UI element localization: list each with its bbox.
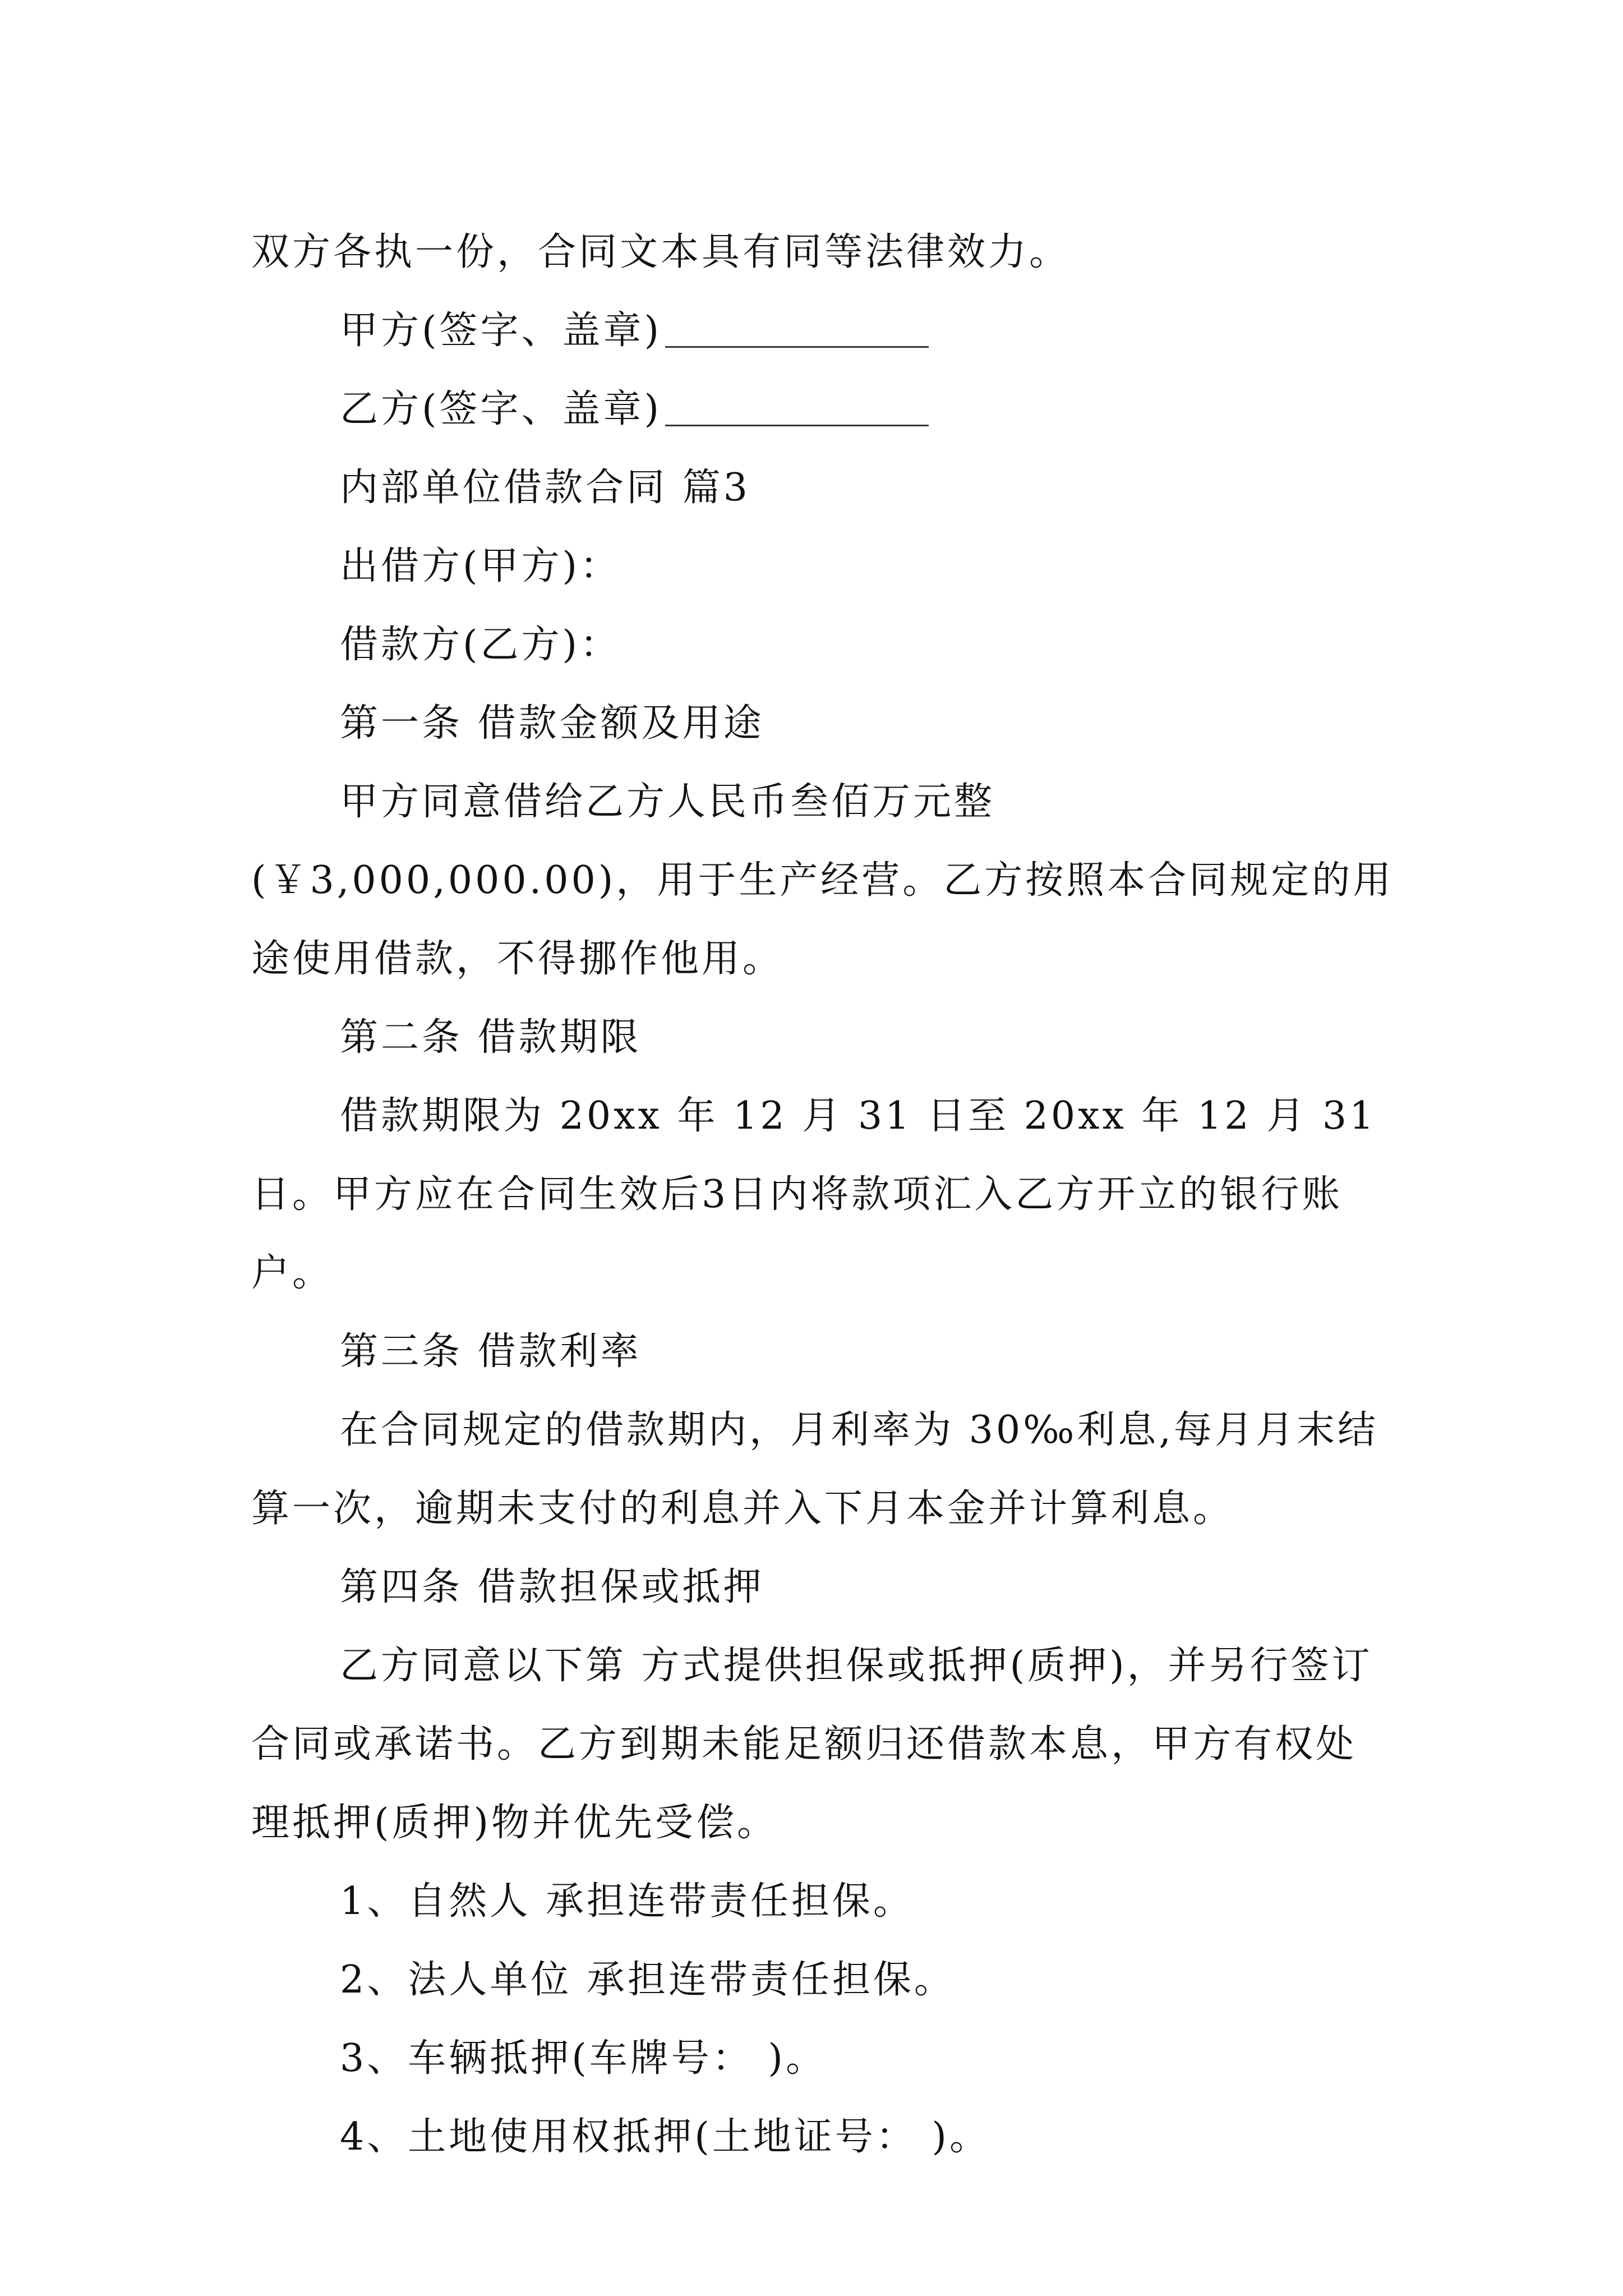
guarantee-option-4: 4、土地使用权抵押(土地证号： )。	[340, 2115, 990, 2159]
party-a-signature-line	[251, 292, 1395, 370]
article-2-heading: 第二条 借款期限	[340, 1015, 642, 1060]
lender-label: 出借方(甲方)：	[340, 544, 621, 588]
guarantee-option-3: 3、车辆抵押(车牌号： )。	[340, 2036, 827, 2081]
article-4-body: 乙方同意以下第 方式提供担保或抵押(质押)，并另行签订合同或承诺书。乙方到期未能足额归还借款本息，甲方有权处理抵押(质押)物并优先受偿。	[251, 1644, 1373, 1845]
document-body	[251, 213, 1395, 2177]
guarantee-option-1: 1、自然人 承担连带责任担保。	[340, 1879, 914, 1924]
party-b-signature-line	[251, 370, 1395, 449]
article-3-heading: 第三条 借款利率	[340, 1329, 642, 1374]
party-a-signature-label: 甲方(签字、盖章)	[340, 309, 662, 353]
article-1-heading: 第一条 借款金额及用途	[340, 701, 764, 746]
contract-title: 内部单位借款合同 篇3	[340, 466, 750, 510]
guarantee-option-2: 2、法人单位 承担连带责任担保。	[340, 1958, 955, 2002]
paragraph-closing-clause: 双方各执一份，合同文本具有同等法律效力。	[251, 230, 1071, 274]
party-b-signature-blank	[665, 422, 929, 426]
article-3-body: 在合同规定的借款期内，月利率为 30‰利息,每月月末结算一次，逾期未支付的利息并入下月本金并计算利息。	[251, 1408, 1379, 1531]
article-2-body: 借款期限为 20xx 年 12 月 31 日至 20xx 年 12 月 31 日。甲方应在合同生效后3日内将款项汇入乙方开立的银行账户。	[251, 1094, 1391, 1295]
party-b-signature-label: 乙方(签字、盖章)	[340, 387, 662, 431]
article-1-body: 甲方同意借给乙方人民币叁佰万元整(￥3,000,000.00)，用于生产经营。乙方按照本合同规定的用途使用借款，不得挪作他用。	[251, 780, 1394, 981]
borrower-label: 借款方(乙方)：	[340, 623, 621, 667]
party-a-signature-blank	[665, 344, 929, 348]
article-4-heading: 第四条 借款担保或抵押	[340, 1565, 764, 1609]
